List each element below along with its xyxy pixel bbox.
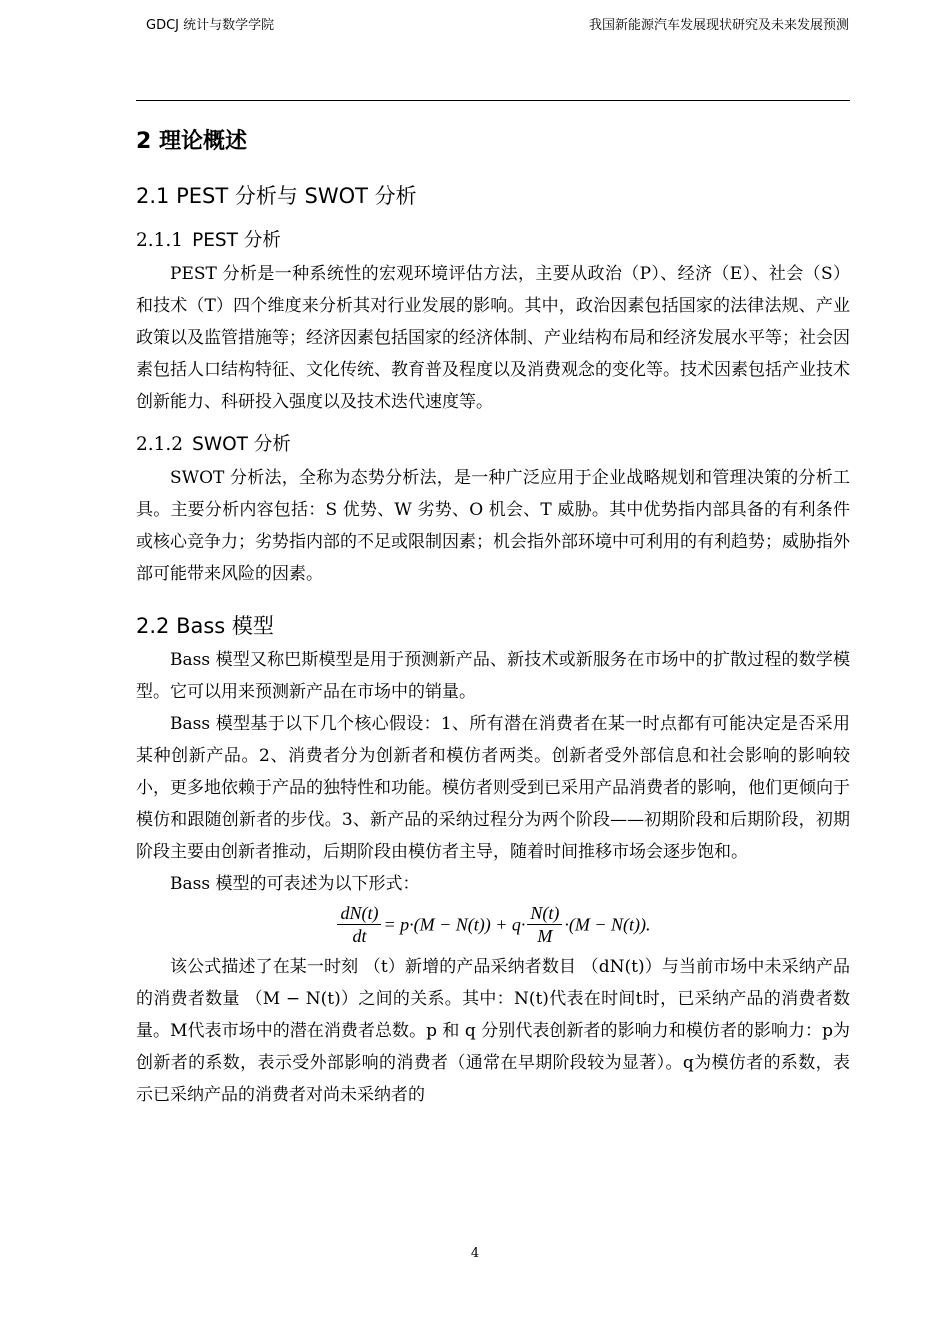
formula-numerator: dN(t) — [337, 902, 381, 925]
subsection-number: 2.1.1 — [136, 230, 184, 251]
bass-formula — [136, 902, 850, 947]
page-body — [136, 124, 850, 1111]
subsection-2-1-2-heading — [136, 428, 850, 462]
formula-tail: ·(M − N(t)). — [564, 914, 651, 935]
swot-paragraph: SWOT 分析法，全称为态势分析法，是一种广泛应用于企业战略规划和管理决策的分析工具。主要分析内容包括：S 优势、W 劣势、O 机会、T 威胁。其中优势指内部具备的有利条件或核心竞争力；劣势指内部的不足或限制因素；机会指外部环境中可利用的有利趋势；威胁指外部可能带来风险的因素。 — [136, 468, 850, 584]
bass-paragraph-1: Bass 模型又称巴斯模型是用于预测新产品、新技术或新服务在市场中的扩散过程的数学模型。它可以用来预测新产品在市场中的销量。 — [136, 650, 850, 702]
section-2-1-title: 2.1 PEST 分析与 SWOT 分析 — [136, 184, 417, 208]
formula-fraction-lhs — [337, 902, 381, 947]
header-rule — [136, 100, 850, 101]
formula-fraction-rhs — [527, 902, 562, 947]
header-left: GDCJ 统计与数学学院 — [146, 18, 275, 33]
bass-paragraph-2: Bass 模型基于以下几个核心假设：1、所有潜在消费者在某一时点都有可能决定是否采用某种创新产品。2、消费者分为创新者和模仿者两类。创新者受外部信息和社会影响的影响较小，更多地依赖于产品的独特性和功能。模仿者则受到已采用产品消费者的影响，他们更倾向于模仿和跟随创新者的步伐。3、新产品的采纳过程分为两个阶段——初期阶段和后期阶段，初期阶段主要由创新者推动，后期阶段由模仿者主导，随着时间推移市场会逐步饱和。 — [136, 714, 850, 862]
pest-paragraph: PEST 分析是一种系统性的宏观环境评估方法，主要从政治（P）、经济（E）、社会（S）和技术（T）四个维度来分析其对行业发展的影响。其中，政治因素包括国家的法律法规、产业政策以及监管措施等；经济因素包括国家的经济体制、产业结构布局和经济发展水平等；社会因素包括人口结构特征、文化传统、教育普及程度以及消费观念的变化等。技术因素包括产业技术创新能力、科研投入强度以及技术迭代速度等。 — [136, 264, 850, 412]
subsection-title: SWOT 分析 — [192, 434, 291, 455]
chapter-title: 2 理论概述 — [136, 129, 247, 154]
subsection-2-1-1-heading — [136, 224, 850, 258]
formula-middle: = p·(M − N(t)) + q· — [383, 914, 526, 935]
formula-numerator: N(t) — [527, 902, 562, 925]
formula-explanation-paragraph: 该公式描述了在某一时刻 （t）新增的产品采纳者数目 （dN(t)）与当前市场中未采纳产品的消费者数量 （M − N(t)）之间的关系。其中：N(t)代表在时间t时，已采纳产品的消费者数量。M代表市场中的潜在消费者总数。p 和 q 分别代表创新者的影响力和模仿者的影响力：p为创新者的系数，表示受外部影响的消费者（通常在早期阶段较为显著）。q为模仿者的系数，表示已采纳产品的消费者对尚未采纳者的 — [136, 957, 850, 1105]
formula-denominator: M — [537, 926, 553, 946]
header-right: 我国新能源汽车发展现状研究及未来发展预测 — [588, 18, 849, 33]
subsection-title: PEST 分析 — [192, 230, 281, 251]
formula-denominator: dt — [352, 926, 367, 946]
subsection-number: 2.1.2 — [136, 434, 184, 455]
section-2-2-title: 2.2 Bass 模型 — [136, 614, 274, 638]
page-number: 4 — [470, 1246, 480, 1261]
bass-paragraph-3: Bass 模型的可表述为以下形式： — [170, 874, 420, 894]
